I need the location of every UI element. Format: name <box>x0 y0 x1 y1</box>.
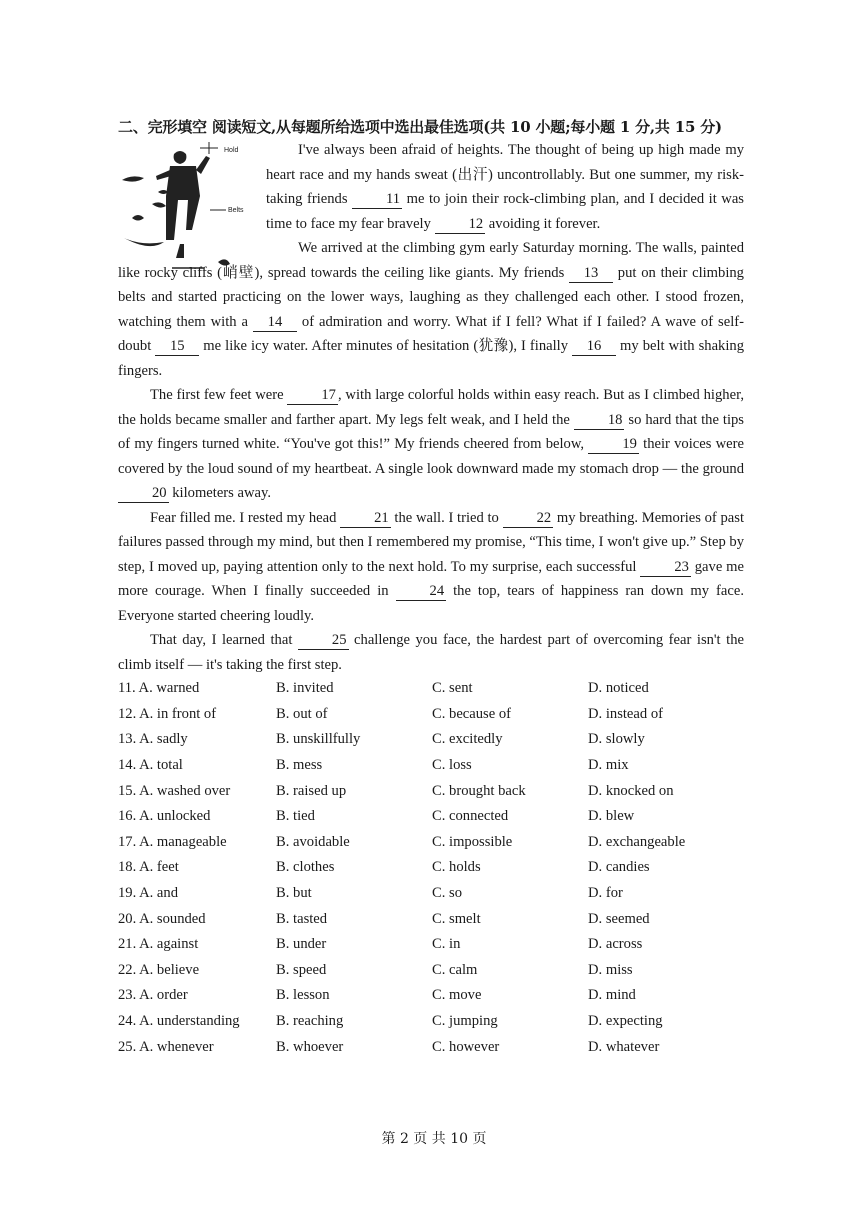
option-row <box>118 753 758 779</box>
option-c[interactable]: C. calm <box>432 961 478 978</box>
paragraph-3: The first few feet were 17 , with large colorful holds within easy reach. But as I climbed higher, the holds became smaller and farther apart. My legs felt weak, and I held the 18 so hard that the tips of my fingers turned white. “You've got this!” My friends cheered from below, 19 their voices were covered by the loud sound of my heartbeat. A single look downward made my stomach drop — the ground 20 kilometers away. <box>118 387 745 501</box>
blank-19[interactable]: 19 <box>588 435 639 454</box>
option-row <box>118 1009 758 1035</box>
option-row <box>118 778 758 804</box>
option-b[interactable]: B. mess <box>276 757 323 774</box>
option-b[interactable]: B. lesson <box>276 987 330 1004</box>
option-d[interactable]: D. mix <box>588 757 629 774</box>
option-a[interactable]: 12. A. in front of <box>118 705 217 722</box>
option-row <box>118 855 758 881</box>
option-d[interactable]: D. slowly <box>588 731 645 748</box>
option-c[interactable]: C. move <box>432 987 482 1004</box>
blank-11[interactable]: 11 <box>352 190 402 209</box>
paragraph-1: I've always been afraid of heights. The thought of being up high made my heart race and my hands sweat (出汗) uncontrollably. But one summer, my risk-taking friends 11 me to join their rock-climbing plan, and I decided it was time to face my fear bravely 12 avoiding it forever. <box>266 142 744 232</box>
figure-hold-label: Hold <box>224 147 239 154</box>
option-d[interactable]: D. noticed <box>588 680 649 697</box>
option-d[interactable]: D. for <box>588 885 623 902</box>
option-b[interactable]: B. raised up <box>276 782 347 799</box>
blank-17[interactable]: 17 <box>287 386 338 405</box>
section-heading: 二、完形填空 阅读短文,从每题所给选项中选出最佳选项(共 10 小题;每小题 1 分,共 15 分) <box>118 118 722 136</box>
option-c[interactable]: C. smelt <box>432 910 481 927</box>
figure-belts-label: Belts <box>228 207 244 214</box>
option-c[interactable]: C. jumping <box>432 1013 498 1030</box>
option-b[interactable]: B. under <box>276 936 327 953</box>
option-a[interactable]: 20. A. sounded <box>118 910 206 927</box>
blank-14[interactable]: 14 <box>253 313 297 332</box>
option-b[interactable]: B. invited <box>276 680 334 697</box>
cloze-passage <box>118 138 744 677</box>
option-c[interactable]: C. holds <box>432 859 481 876</box>
option-b[interactable]: B. reaching <box>276 1013 344 1030</box>
option-row <box>118 1034 758 1060</box>
option-row <box>118 958 758 984</box>
paragraph-5: That day, I learned that 25 challenge you face, the hardest part of overcoming fear isn't the climb itself — it's taking the first step. <box>118 632 744 673</box>
option-c[interactable]: C. loss <box>432 757 472 774</box>
option-d[interactable]: D. across <box>588 936 643 953</box>
blank-18[interactable]: 18 <box>574 411 625 430</box>
option-a[interactable]: 17. A. manageable <box>118 833 227 850</box>
option-c[interactable]: C. in <box>432 936 461 953</box>
option-b[interactable]: B. whoever <box>276 1038 344 1055</box>
option-c[interactable]: C. impossible <box>432 833 513 850</box>
option-c[interactable]: C. connected <box>432 808 509 825</box>
option-d[interactable]: D. expecting <box>588 1013 663 1030</box>
option-c[interactable]: C. sent <box>432 680 473 697</box>
option-d[interactable]: D. miss <box>588 961 633 978</box>
option-row <box>118 830 758 856</box>
option-row <box>118 881 758 907</box>
option-b[interactable]: B. tied <box>276 808 315 825</box>
paragraph-4: Fear filled me. I rested my head 21 the wall. I tried to 22 my breathing. Memories of past failures passed through my mind, but then I remembered my promise, “This time, I won't give up.” Step by step, I moved up, paying attention only to the next hold. To my surprise, each successful 23 gave me more courage. When I finally succeeded in 24 the top, tears of happiness ran down my face. Everyone started cheering loudly. <box>118 509 744 624</box>
option-a[interactable]: 19. A. and <box>118 885 178 902</box>
option-a[interactable]: 15. A. washed over <box>118 782 231 799</box>
option-row <box>118 702 758 728</box>
option-c[interactable]: C. however <box>432 1038 500 1055</box>
option-b[interactable]: B. but <box>276 885 312 902</box>
option-b[interactable]: B. tasted <box>276 910 328 927</box>
option-d[interactable]: D. candies <box>588 859 650 876</box>
option-b[interactable]: B. clothes <box>276 859 335 876</box>
blank-15[interactable]: 15 <box>155 337 199 356</box>
option-a[interactable]: 11. A. warned <box>118 680 200 697</box>
option-a[interactable]: 13. A. sadly <box>118 731 188 748</box>
blank-16[interactable]: 16 <box>572 337 616 356</box>
option-d[interactable]: D. blew <box>588 808 635 825</box>
option-a[interactable]: 23. A. order <box>118 987 188 1004</box>
option-d[interactable]: D. whatever <box>588 1038 660 1055</box>
option-b[interactable]: B. out of <box>276 705 328 722</box>
option-a[interactable]: 25. A. whenever <box>118 1038 214 1055</box>
option-row <box>118 727 758 753</box>
blank-21[interactable]: 21 <box>340 509 391 528</box>
option-a[interactable]: 24. A. understanding <box>118 1013 240 1030</box>
option-c[interactable]: C. because of <box>432 705 512 722</box>
blank-13[interactable]: 13 <box>569 264 613 283</box>
option-b[interactable]: B. speed <box>276 961 327 978</box>
option-c[interactable]: C. excitedly <box>432 731 503 748</box>
blank-25[interactable]: 25 <box>298 631 349 650</box>
option-a[interactable]: 21. A. against <box>118 936 199 953</box>
blank-22[interactable]: 22 <box>503 509 554 528</box>
answer-options <box>118 676 758 1060</box>
option-a[interactable]: 22. A. believe <box>118 961 200 978</box>
option-c[interactable]: C. brought back <box>432 782 526 799</box>
option-a[interactable]: 14. A. total <box>118 757 183 774</box>
paragraph-2: We arrived at the climbing gym early Saturday morning. The walls, painted like rocky cliffs (峭壁), spread towards the ceiling like giants. My friends 13 put on their climbing belts and started practicing on the lower ways, laughing as they challenged each other. I stood frozen, watching them with a 14 of admiration and worry. What if I fell? What if I failed? A wave of self-doubt 15 me like icy water. After minutes of hesitation (犹豫), I finally 16 my belt with shaking fingers. <box>118 240 744 379</box>
option-row <box>118 906 758 932</box>
option-b[interactable]: B. avoidable <box>276 833 350 850</box>
page-footer: 第 2 页 共 10 页 <box>381 1131 487 1147</box>
option-b[interactable]: B. unskillfully <box>276 731 361 748</box>
option-d[interactable]: D. exchangeable <box>588 833 686 850</box>
option-row <box>118 804 758 830</box>
option-a[interactable]: 16. A. unlocked <box>118 808 211 825</box>
blank-20[interactable]: 20 <box>118 484 169 503</box>
blank-23[interactable]: 23 <box>640 558 691 577</box>
option-c[interactable]: C. so <box>432 885 463 902</box>
option-d[interactable]: D. knocked on <box>588 782 674 799</box>
option-d[interactable]: D. instead of <box>588 705 663 722</box>
option-row <box>118 676 758 702</box>
blank-12[interactable]: 12 <box>435 215 486 234</box>
option-row <box>118 983 758 1009</box>
option-row <box>118 932 758 958</box>
blank-24[interactable]: 24 <box>396 582 447 601</box>
option-d[interactable]: D. seemed <box>588 910 650 927</box>
option-d[interactable]: D. mind <box>588 987 636 1004</box>
option-a[interactable]: 18. A. feet <box>118 859 179 876</box>
